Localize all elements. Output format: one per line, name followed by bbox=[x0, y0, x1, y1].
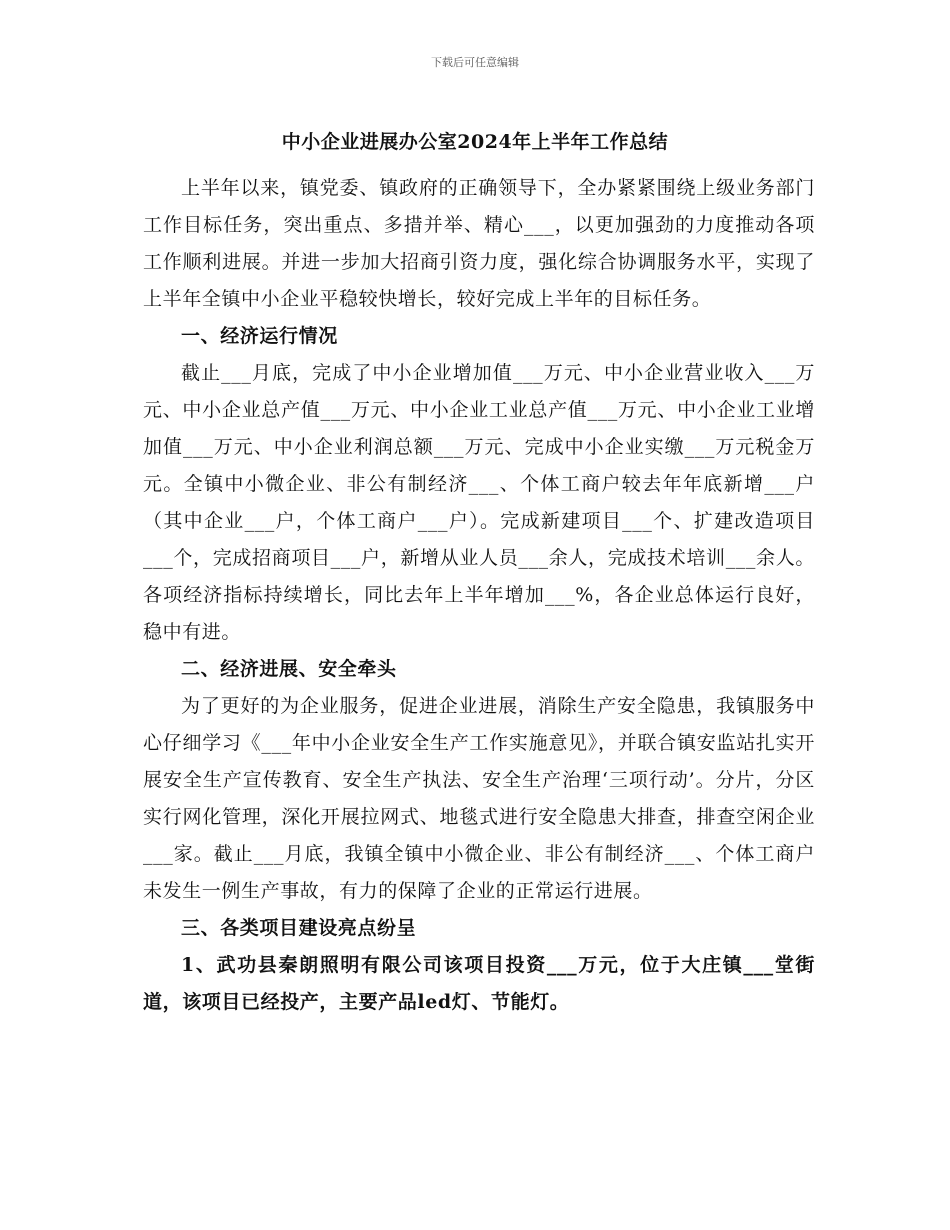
intro-paragraph: 上半年以来，镇党委、镇政府的正确领导下，全办紧紧围绕上级业务部门工作目标任务，突出重点、多措并举、精心___，以更加强劲的力度推动各项工作顺利进展。并进一步加大招商引资力度，强化综合协调服务水平，实现了上半年全镇中小企业平稳较快增长，较好完成上半年的目标任务。 bbox=[143, 177, 815, 310]
section-3-item-1: 1、武功县秦朗照明有限公司该项目投资___万元，位于大庄镇___堂街道，该项目已经投产，主要产品led灯、节能灯。 bbox=[143, 954, 815, 1013]
section-heading-3: 三、各类项目建设亮点纷呈 bbox=[181, 917, 417, 939]
section-heading-1: 一、经济运行情况 bbox=[181, 325, 338, 347]
section-heading-2: 二、经济进展、安全牵头 bbox=[181, 658, 397, 680]
section-1-paragraph: 截止___月底，完成了中小企业增加值___万元、中小企业营业收入___万元、中小企业总产值___万元、中小企业工业总产值___万元、中小企业工业增加值___万元、中小企业利润总额___万元、完成中小企业实缴___万元税金万元。全镇中小微企业、非公有制经济___、个体工商户较去年年底新增___户（其中企业___户，个体工商户___户）。完成新建项目___个、扩建改造项目___个，完成招商项目___户，新增从业人员___余人，完成技术培训___余人。各项经济指标持续增长，同比去年上半年增加___%，各企业总体运行良好，稳中有进。 bbox=[143, 362, 815, 643]
document-title: 中小企业进展办公室2024年上半年工作总结 bbox=[281, 131, 669, 153]
document-body bbox=[143, 170, 815, 1021]
section-2-paragraph: 为了更好的为企业服务，促进企业进展，消除生产安全隐患，我镇服务中心仔细学习《___年中小企业安全生产工作实施意见》，并联合镇安监站扎实开展安全生产宣传教育、安全生产执法、安全生产治理‘三项行动’。分片，分区实行网化管理，深化开展拉网式、地毯式进行安全隐患大排查，排查空闲企业___家。截止___月底，我镇全镇中小微企业、非公有制经济___、个体工商户未发生一例生产事故，有力的保障了企业的正常运行进展。 bbox=[143, 695, 815, 902]
header-note: 下载后可任意编辑 bbox=[431, 56, 519, 69]
